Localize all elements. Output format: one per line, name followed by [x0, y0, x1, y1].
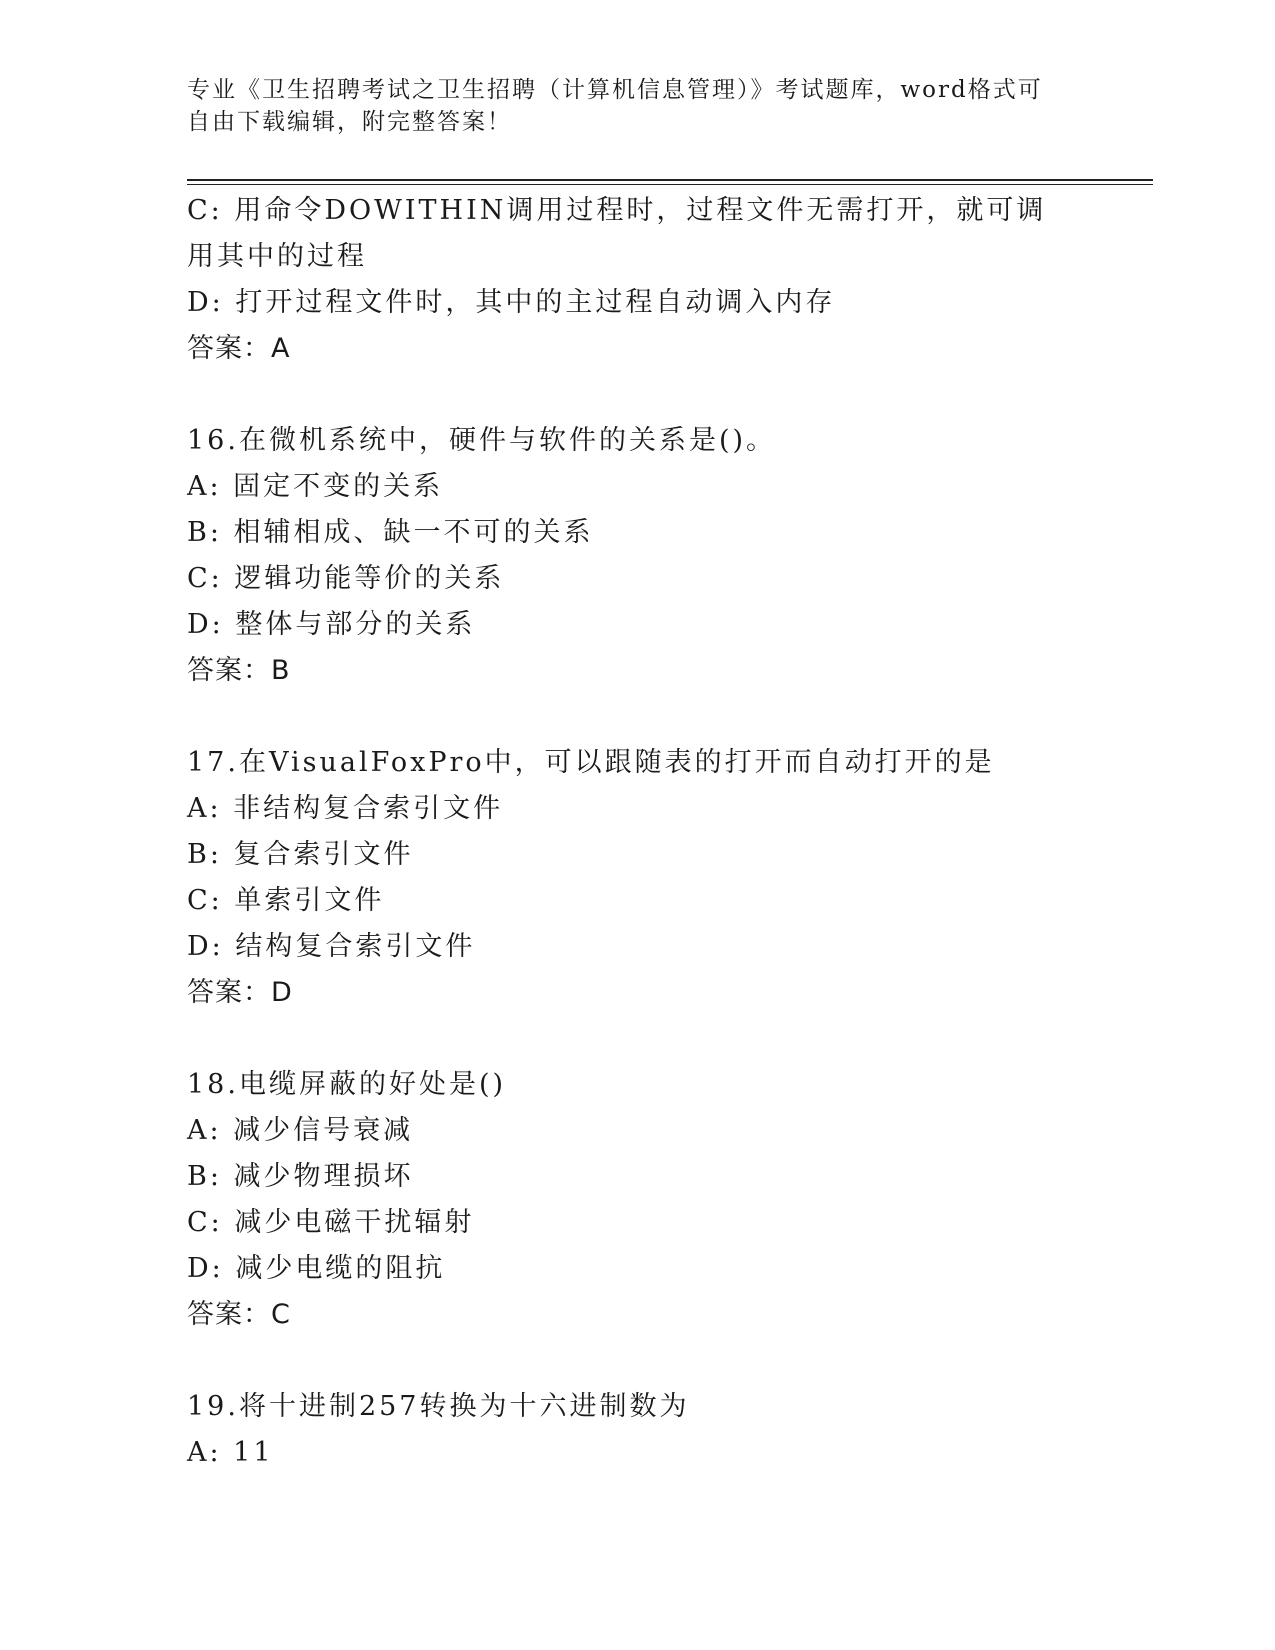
- spacer: [187, 694, 1067, 740]
- header-divider-thin: [187, 184, 1153, 185]
- option-c: C: 用命令DOWITHIN调用过程时，过程文件无需打开，就可调用其中的过程: [187, 195, 1047, 272]
- option-a: A: 减少信号衰减: [187, 1115, 414, 1146]
- question-stem: 16.在微机系统中，硬件与软件的关系是()。: [187, 425, 777, 456]
- spacer: [187, 372, 1067, 418]
- option-b: B: 减少物理损坏: [187, 1161, 414, 1192]
- option-d: D: 打开过程文件时，其中的主过程自动调入内存: [187, 287, 836, 318]
- option-d: D: 整体与部分的关系: [187, 609, 476, 640]
- option-a: A: 11: [187, 1437, 274, 1468]
- option-b: B: 相辅相成、缺一不可的关系: [187, 517, 594, 548]
- question-stem: 18.电缆屏蔽的好处是(): [187, 1069, 507, 1100]
- answer-line: 答案：C: [187, 1299, 291, 1330]
- question-stem: 17.在VisualFoxPro中，可以跟随表的打开而自动打开的是: [187, 747, 995, 778]
- answer-line: 答案：D: [187, 977, 293, 1008]
- spacer: [187, 1016, 1067, 1062]
- answer-line: 答案：A: [187, 333, 291, 364]
- option-c: C: 单索引文件: [187, 885, 385, 916]
- option-c: C: 逻辑功能等价的关系: [187, 563, 505, 594]
- spacer: [187, 1338, 1067, 1384]
- option-a: A: 固定不变的关系: [187, 471, 444, 502]
- question-stem: 19.将十进制257转换为十六进制数为: [187, 1391, 690, 1422]
- option-b: B: 复合索引文件: [187, 839, 414, 870]
- option-a: A: 非结构复合索引文件: [187, 793, 504, 824]
- option-d: D: 结构复合索引文件: [187, 931, 476, 962]
- option-c: C: 减少电磁干扰辐射: [187, 1207, 475, 1238]
- question-list: [187, 188, 1067, 1476]
- header-divider-thick: [187, 179, 1153, 181]
- answer-line: 答案：B: [187, 655, 291, 686]
- document-header: 专业《卫生招聘考试之卫生招聘（计算机信息管理）》考试题库，word格式可自由下载编辑，附完整答案！: [187, 77, 1043, 135]
- option-d: D: 减少电缆的阻抗: [187, 1253, 446, 1284]
